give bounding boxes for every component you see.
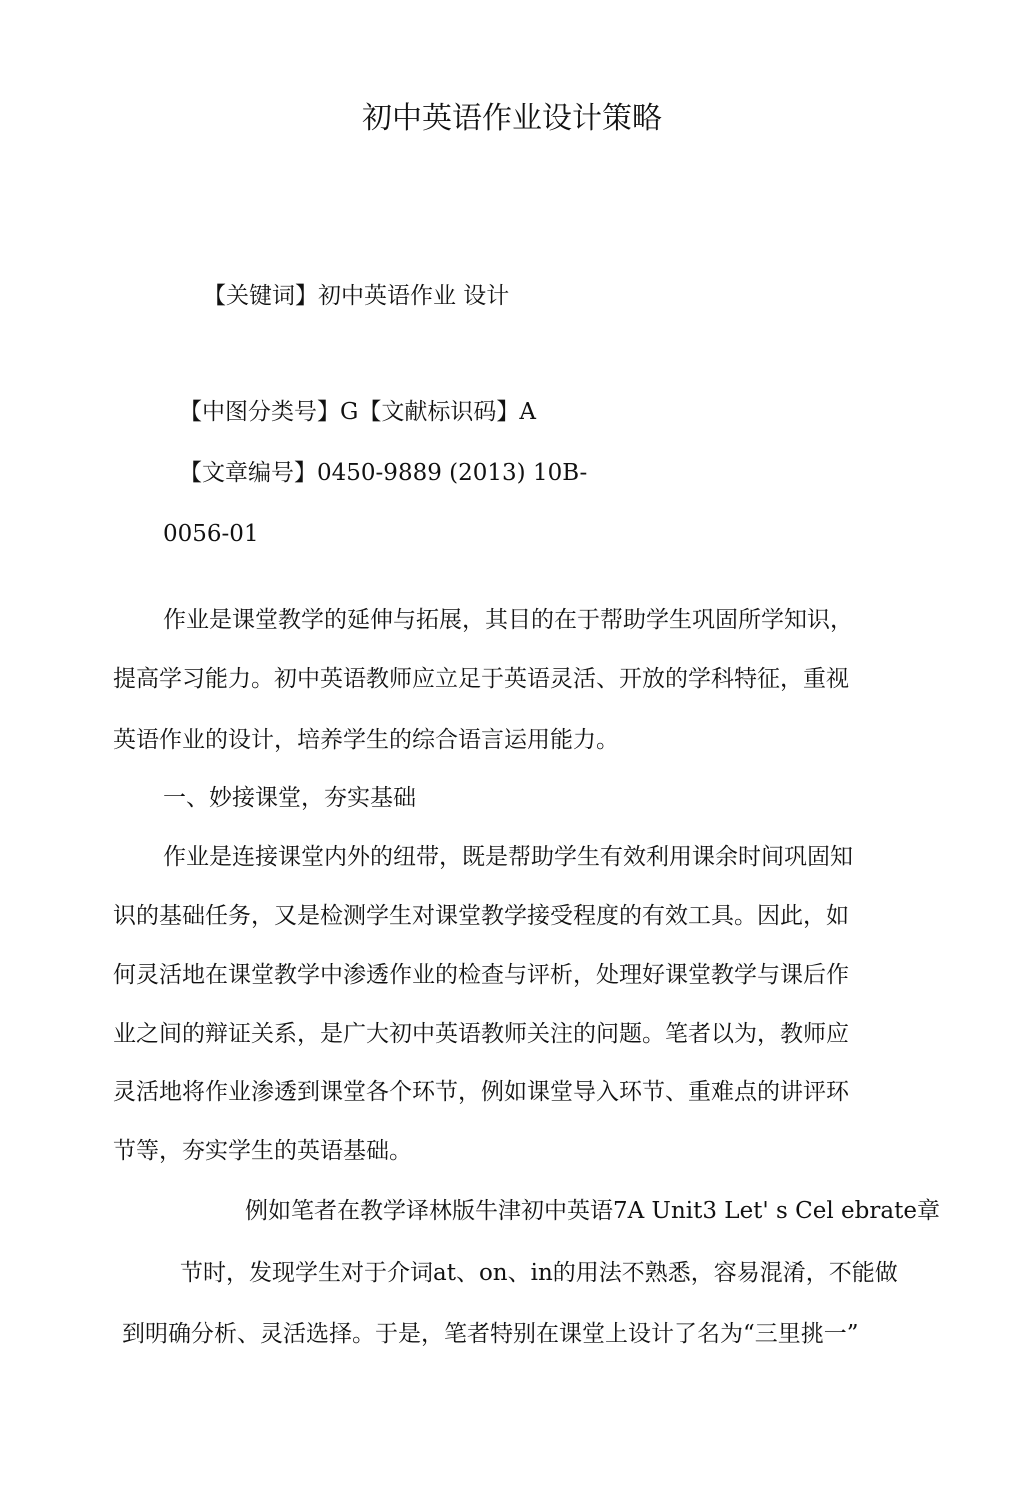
paragraph-line: 作业是连接课堂内外的纽带，既是帮助学生有效利用课余时间巩固知 <box>163 844 853 870</box>
paragraph-line: 何灵活地在课堂教学中渗透作业的检查与评析，处理好课堂教学与课后作 <box>113 962 849 988</box>
paragraph-line: 识的基础任务，又是检测学生对课堂教学接受程度的有效工具。因此，如 <box>113 903 849 929</box>
document-title: 初中英语作业设计策略 <box>362 101 662 136</box>
section-heading: 一、妙接课堂，夯实基础 <box>163 785 416 811</box>
paragraph-line: 灵活地将作业渗透到课堂各个环节，例如课堂导入环节、重难点的讲评环 <box>113 1079 849 1105</box>
paragraph-line: 业之间的辩证关系，是广大初中英语教师关注的问题。笔者以为，教师应 <box>113 1021 849 1047</box>
paragraph-line: 到明确分析、灵活选择。于是，笔者特别在课堂上设计了名为“三里挑一” <box>122 1321 859 1347</box>
article-number-continued: 0056-01 <box>163 521 259 547</box>
paragraph-line: 节时，发现学生对于介词at、on、in的用法不熟悉，容易混淆，不能做 <box>180 1260 898 1286</box>
classification-line: 【中图分类号】G【文献标识码】A <box>179 399 536 425</box>
paragraph-line: 例如笔者在教学译林版牛津初中英语7A Unit3 Let' s Cel ebrate章 <box>245 1198 940 1224</box>
paragraph-line: 节等，夯实学生的英语基础。 <box>113 1138 412 1164</box>
paragraph-line: 英语作业的设计，培养学生的综合语言运用能力。 <box>113 727 619 753</box>
article-number-line: 【文章编号】0450-9889 (2013) 10B- <box>179 460 588 486</box>
keywords-line: 【关键词】初中英语作业 设计 <box>203 283 510 309</box>
paragraph-line: 作业是课堂教学的延伸与拓展，其目的在于帮助学生巩固所学知识， <box>163 607 853 633</box>
paragraph-line: 提高学习能力。初中英语教师应立足于英语灵活、开放的学科特征，重视 <box>113 666 849 692</box>
